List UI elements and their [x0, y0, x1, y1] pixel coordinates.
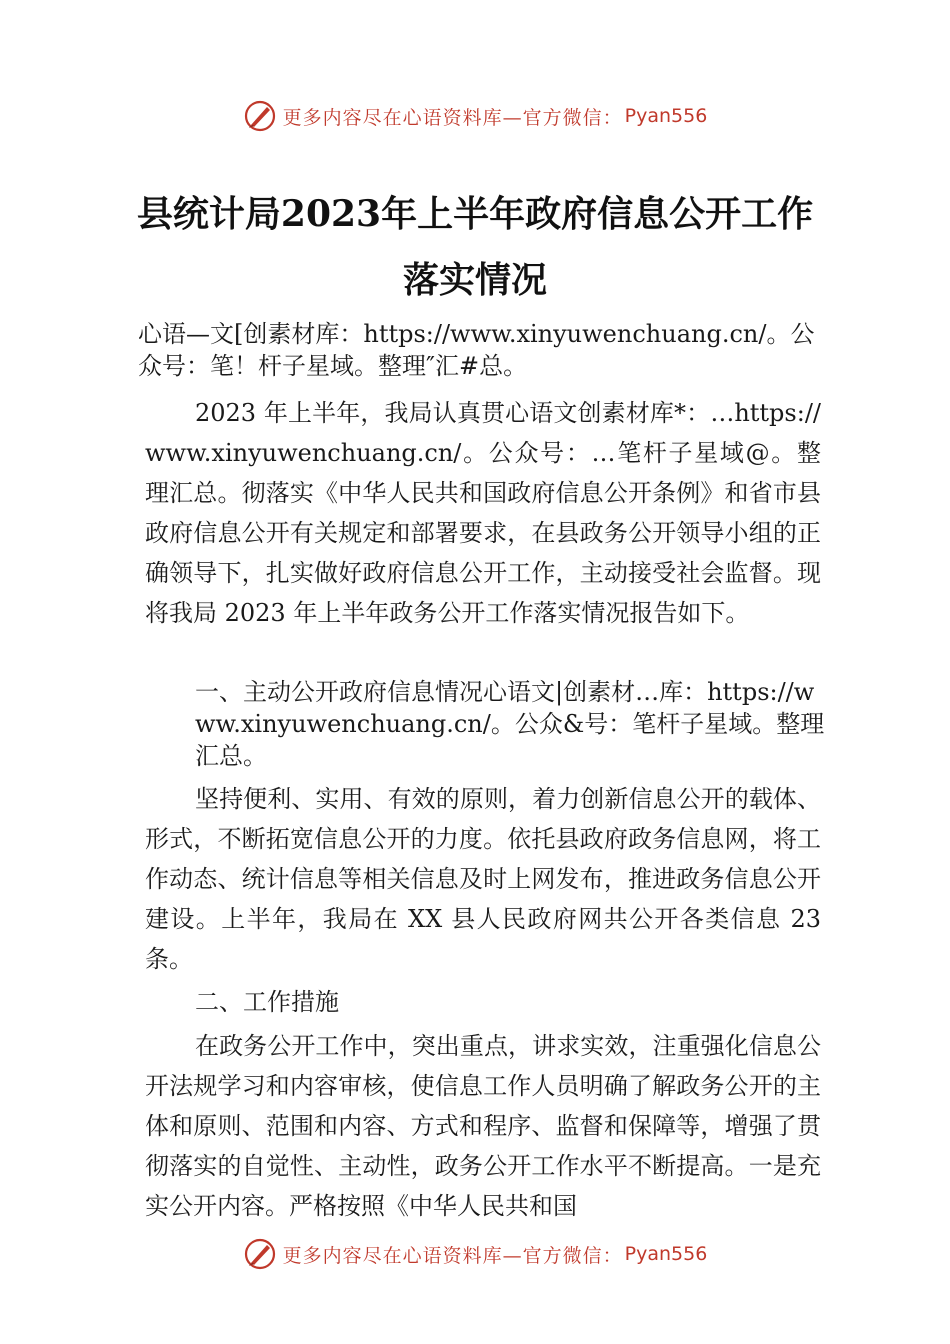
source-line: 心语—文[创素材库：https://www.xinyuwenchuang.cn/。公众号：笔！杆子星域。整理″汇#总。 — [138, 320, 815, 380]
header-banner — [0, 96, 950, 136]
document-title-line-1: 县统计局2023年上半年政府信息公开工作 — [136, 193, 814, 235]
section-2-body: 在政务公开工作中，突出重点，讲求实效，注重强化信息公开法规学习和内容审核，使信息工作人员明确了解政务公开的主体和原则、范围和内容、方式和程序、监督和保障等，增强了贯彻落实的自觉性、主动性，政务公开工作水平不断提高。一是充实公开内容。严格按照《中华人民共和国 — [145, 1032, 821, 1220]
pen-quill-logo-icon — [243, 1237, 277, 1271]
section-1-body: 坚持便利、实用、有效的原则，着力创新信息公开的载体、形式，不断拓宽信息公开的力度。依托县政府政务信息网，将工作动态、统计信息等相关信息及时上网发布，推进政务信息公开建设。上半年，我局在 XX 县人民政府网共公开各类信息 23 条。 — [145, 785, 821, 973]
section-1-heading: 一、主动公开政府信息情况心语文|创素材…库：https://www.xinyuwenchuang.cn/。公众&号：笔杆子星域。整理汇总。 — [195, 678, 825, 770]
document-title-line-2: 落实情况 — [402, 259, 547, 301]
intro-paragraph: 2023 年上半年，我局认真贯心语文创素材库*：…https://www.xinyuwenchuang.cn/。公众号：…笔杆子星域@。整理汇总。彻落实《中华人民共和国政府信息公开条例》和省市县政府信息公开有关规定和部署要求，在县政务公开领导小组的正确领导下，扎实做好政府信息公开工作，主动接受社会监督。现将我局 2023 年上半年政务公开工作落实情况报告如下。 — [145, 399, 821, 627]
banner-text: 更多内容尽在心语资料库—官方微信： — [282, 1244, 623, 1267]
footer-banner — [0, 1234, 950, 1274]
banner-text: 更多内容尽在心语资料库—官方微信： — [282, 106, 623, 129]
banner-wechat-id: Pyan556 — [624, 1243, 708, 1265]
section-2-heading: 二、工作措施 — [195, 988, 339, 1016]
banner-wechat-id: Pyan556 — [624, 105, 708, 127]
pen-quill-logo-icon — [243, 99, 277, 133]
